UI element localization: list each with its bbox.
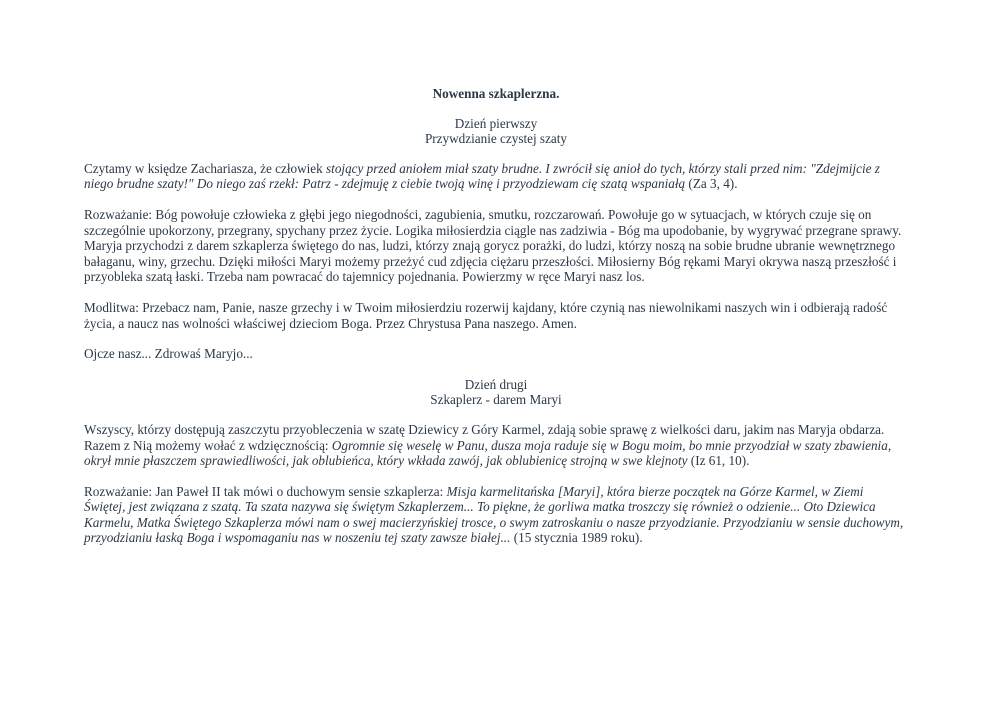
day1-closing-prayers: Ojcze nasz... Zdrowaś Maryjo... — [84, 346, 253, 362]
day2-meditation-paragraph — [84, 484, 908, 546]
document-page — [84, 86, 908, 561]
day1-subheading: Przywdzianie czystej szaty — [424, 131, 568, 147]
day1-prayer-paragraph: Modlitwa: Przebacz nam, Panie, nasze grzechy i w Twoim miłosierdziu rozerwij kajdany, które czynią nas niewolnikami naszych win i odbierają radość życia, a naucz nas wolności właściwej dzieciom Boga. Przez Chrystusa Pana naszego. Amen. — [84, 299, 888, 331]
day1-reading-paragraph — [84, 161, 908, 192]
day1-heading: Dzień pierwszy — [454, 115, 538, 131]
day2-subheading: Szkaplerz - darem Maryi — [430, 392, 562, 408]
day2-meditation-reference: (15 stycznia 1989 roku). — [510, 530, 643, 546]
day2-reading-paragraph — [84, 422, 908, 469]
document-title: Nowenna szkaplerzna. — [432, 86, 560, 101]
day1-reading-intro: Czytamy w księdze Zachariasza, że człowiek — [84, 160, 327, 176]
day1-meditation-paragraph: Rozważanie: Bóg powołuje człowieka z głębi jego niegodności, zagubienia, smutku, rozczarowań. Powołuje go w sytuacjach, w których czuje się on szczególnie upokorzony, przegrany, spychany przez życie. Logika miłosierdzia ciągle nas zadziwia - Bóg ma upodobanie, by wygrywać przegrane sprawy. Maryja przychodzi z darem szkaplerza świętego do nas, ludzi, którzy znają gorycz porażki, do ludzi, którzy noszą na sobie brudne ubranie wewnętrznego bałaganu, winy, grzechu. Dzięki miłości Maryi możemy przeżyć cud zdjęcia ciężaru przeszłości. Miłosierny Bóg rękami Maryi okrywa naszą przeszłość i przyobleka szatą łaski. Trzeba nam powracać do tajemnicy pojednania. Powierzmy w ręce Maryi nasz los. — [84, 206, 902, 285]
day1-reading-reference: (Za 3, 4). — [685, 176, 738, 192]
day2-heading: Dzień drugi — [464, 376, 528, 392]
day2-reading-quote: Ogromnie się weselę w Panu, dusza moja raduje się w Bogu moim, bo mnie przyodział w szaty zbawienia, okrył mnie płaszczem sprawiedliwości, jak oblubieńca, który wkłada zawój, jak oblubienicę strojną w swe klejnoty — [84, 437, 892, 469]
day2-meditation-quote: Misja karmelitańska [Maryi], która bierze początek na Górze Karmel, w Ziemi Świętej, jest związana z szatą. Ta szata nazywa się świętym Szkaplerzem... To piękne, że gorliwa matka troszczy się również o odzienie... Oto Dziewica Karmelu, Matka Świętego Szkaplerza mówi nam o swej macierzyńskiej trosce, o swym zatroskaniu o nasze przyodzianie. Przyodzianiu w sensie duchowym, przyodzianiu łaską Boga i wspomaganiu nas w noszeniu tej szaty zawsze białej... — [84, 483, 904, 546]
day2-meditation-intro: Rozważanie: Jan Paweł II tak mówi o duchowym sensie szkaplerza: — [84, 483, 447, 499]
day2-reading-intro: Wszyscy, którzy dostępują zaszczytu przyobleczenia w szatę Dziewicy z Góry Karmel, zdają sobie sprawę z wielkości daru, jakim nas Maryja obdarza. Razem z Nią możemy wołać z wdzięcznością: — [84, 421, 885, 453]
day1-reading-quote: stojący przed aniołem miał szaty brudne. I zwrócił się anioł do tych, którzy stali przed nim: "Zdejmijcie z niego brudne szaty!" Do niego zaś rzekł: Patrz - zdejmuję z ciebie twoją winę i przyodziewam cię szatą wspaniałą — [84, 160, 880, 192]
day2-reading-reference: (Iz 61, 10). — [687, 453, 750, 469]
